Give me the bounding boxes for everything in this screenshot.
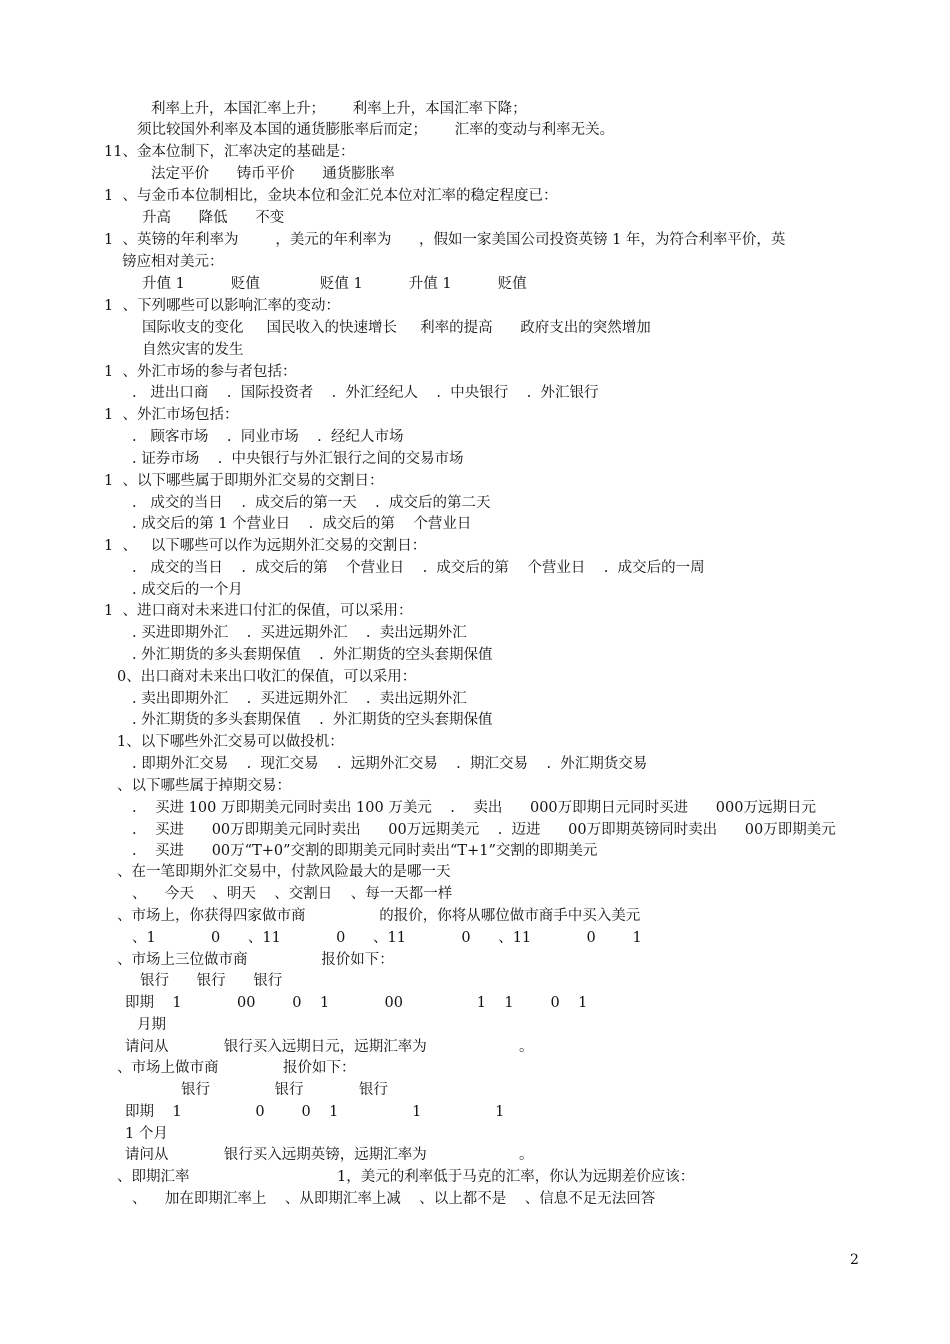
text-line: 升高 降低 不变 <box>142 210 285 226</box>
text-line: . 买进 100 万即期美元同时卖出 100 万美元 . 卖出 000万即期日元同时买进 000万远期日元 <box>132 800 816 816</box>
text-line: 升值 1 贬值 贬值 1 升值 1 贬值 <box>142 276 527 292</box>
text-line: . 即期外汇交易 . 现汇交易 . 远期外汇交易 . 期汇交易 . 外汇期货交易 <box>132 756 648 772</box>
text-line: 1 、 以下哪些可以作为远期外汇交易的交割日： <box>104 538 427 554</box>
text-line: . 买进即期外汇 . 买进远期外汇 . 卖出远期外汇 <box>132 625 467 641</box>
text-line: . 成交后的第 1 个营业日 . 成交后的第 个营业日 <box>132 516 472 532</box>
text-line: 请问从 银行买入远期英镑，远期汇率为 。 <box>125 1147 534 1163</box>
text-line: 月期 <box>137 1017 166 1033</box>
text-line: . 顾客市场 . 同业市场 . 经纪人市场 <box>132 429 404 445</box>
page-number: 2 <box>850 1252 859 1268</box>
text-line: 自然灾害的发生 <box>142 342 244 358</box>
text-line: 请问从 银行买入远期日元，远期汇率为 。 <box>125 1039 534 1055</box>
text-line: . 证券市场 . 中央银行与外汇银行之间的交易市场 <box>132 451 464 467</box>
text-line: . 成交的当日 . 成交后的第 个营业日 . 成交后的第 个营业日 . 成交后的一周 <box>132 560 705 576</box>
text-line: 银行 银行 银行 <box>181 1082 388 1098</box>
text-line: . 买进 00万即期美元同时卖出 00万远期美元 . 迈进 00万即期英镑同时卖出 00万即期美元 <box>132 822 836 838</box>
text-line: 法定平价 铸币平价 通货膨胀率 <box>151 166 395 182</box>
text-line: 1 、外汇市场的参与者包括： <box>104 364 297 380</box>
text-line: 、市场上，你获得四家做市商 的报价，你将从哪位做市商手中买入美元 <box>117 908 641 924</box>
text-line: 、 加在即期汇率上 、从即期汇率上减 、以上都不是 、信息不足无法回答 <box>132 1191 656 1207</box>
text-line: 1 、与金币本位制相比，金块本位和金汇兑本位对汇率的稳定程度已： <box>104 188 558 204</box>
text-line: 1 、下列哪些可以影响汇率的变动： <box>104 298 340 314</box>
text-line: 、 今天 、明天 、交割日 、每一天都一样 <box>132 886 453 902</box>
text-line: . 买进 00万“T+0”交割的即期美元同时卖出“T+1”交割的即期美元 <box>132 843 598 859</box>
text-line: 0、出口商对未来出口收汇的保值，可以采用： <box>117 669 417 685</box>
text-line: 1 、英镑的年利率为 ，美元的年利率为 ，假如一家美国公司投资英镑 1 年，为符合利率平价，英 <box>104 232 786 248</box>
text-line: 1、以下哪些外汇交易可以做投机： <box>117 734 344 750</box>
text-line: 国际收支的变化 国民收入的快速增长 利率的提高 政府支出的突然增加 <box>142 320 651 336</box>
text-line: 1 、外汇市场包括： <box>104 407 239 423</box>
text-line: 、市场上三位做市商 报价如下： <box>117 952 394 968</box>
text-line: . 成交的当日 . 成交后的第一天 . 成交后的第二天 <box>132 495 491 511</box>
text-line: 即期 1 0 0 1 1 1 <box>125 1104 505 1120</box>
text-line: 、市场上做市商 报价如下： <box>117 1060 356 1076</box>
text-line: 、在一笔即期外汇交易中，付款风险最大的是哪一天 <box>117 864 451 880</box>
text-line: . 卖出即期外汇 . 买进远期外汇 . 卖出远期外汇 <box>132 691 467 707</box>
text-line: 、即期汇率 1，美元的利率低于马克的汇率，你认为远期差价应该： <box>117 1169 695 1185</box>
text-line: . 外汇期货的多头套期保值 . 外汇期货的空头套期保值 <box>132 712 493 728</box>
text-line: 镑应相对美元： <box>122 254 224 270</box>
text-line: . 成交后的一个月 <box>132 582 243 598</box>
text-line: . 进出口商 . 国际投资者 . 外汇经纪人 . 中央银行 . 外汇银行 <box>132 385 599 401</box>
text-line: 利率上升，本国汇率上升； 利率上升，本国汇率下降； <box>151 101 527 117</box>
text-line: 、1 0 、11 0 、11 0 、11 0 1 <box>132 930 642 946</box>
text-line: 1 、进口商对未来进口付汇的保值，可以采用： <box>104 603 413 619</box>
text-line: 11、金本位制下，汇率决定的基础是： <box>104 144 355 160</box>
text-line: 1 个月 <box>125 1126 168 1142</box>
text-line: 须比较国外利率及本国的通货膨胀率后而定； 汇率的变动与利率无关。 <box>137 122 615 138</box>
text-line: 、以下哪些属于掉期交易： <box>117 778 291 794</box>
text-line: 即期 1 00 0 1 00 1 1 0 1 <box>125 995 588 1011</box>
text-line: . 外汇期货的多头套期保值 . 外汇期货的空头套期保值 <box>132 647 493 663</box>
text-line: 1 、以下哪些属于即期外汇交易的交割日： <box>104 473 384 489</box>
text-line: 银行 银行 银行 <box>140 973 283 989</box>
